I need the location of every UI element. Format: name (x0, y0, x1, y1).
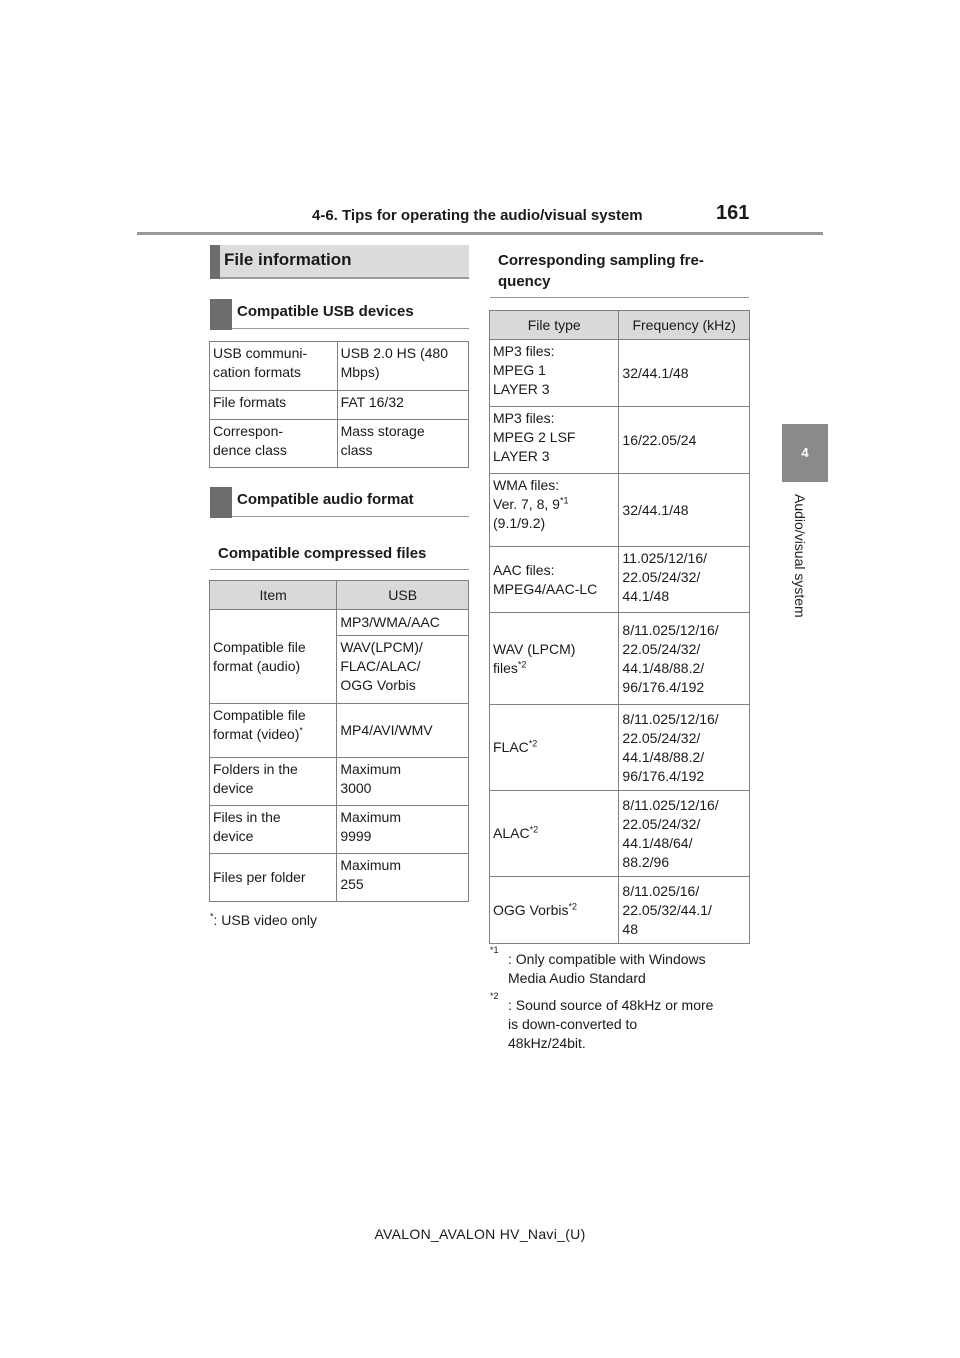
table-cell: Mass storage class (337, 420, 468, 468)
table-cell (210, 704, 337, 758)
table-cell: Correspon- dence class (210, 420, 338, 468)
heading-text: Compatible compressed files (218, 545, 427, 562)
table-cell: USB 2.0 HS (480 Mbps) (337, 342, 468, 391)
column-header-usb: USB (337, 581, 469, 610)
table-row (210, 420, 469, 468)
cell-text: Compatible file format (video) (213, 707, 306, 742)
table-cell: USB communi- cation formats (210, 342, 338, 391)
heading-bar (210, 487, 232, 518)
heading-text: Compatible USB devices (237, 303, 414, 320)
heading-file-information (210, 245, 469, 279)
footnote-mark: * (299, 725, 303, 736)
table-cell: 8/11.025/16/ 22.05/32/44.1/ 48 (619, 877, 750, 944)
footnote-mark: *2 (568, 900, 577, 911)
footnote-mark: *2 (528, 738, 538, 749)
footer-doc-id: AVALON_AVALON HV_Navi_(U) (374, 1226, 586, 1242)
footnote-mark: *2 (529, 824, 539, 835)
footnote-mark: *1 (559, 495, 569, 506)
footnote-mark: * (210, 911, 214, 922)
table-cell (490, 705, 619, 791)
table-row (210, 806, 469, 854)
heading-bar (210, 245, 220, 279)
table-cell: Files per folder (210, 854, 337, 902)
table-row (490, 877, 750, 944)
heading-audio-format (210, 487, 469, 517)
usb-devices-table (209, 341, 469, 468)
table-cell: 8/11.025/12/16/ 22.05/24/32/ 44.1/48/64/ 88.2/96 (619, 791, 750, 877)
table-cell: Maximum 9999 (337, 806, 469, 854)
heading-text: Corresponding sampling fre- quency (498, 252, 704, 290)
table-cell (490, 340, 619, 407)
table-header-row (210, 581, 469, 610)
cell-text: ALAC (493, 825, 530, 841)
table-row (210, 854, 469, 902)
chapter-label: Audio/visual system (792, 494, 808, 618)
table-cell: File formats (210, 391, 338, 420)
table-cell: 16/22.05/24 (619, 407, 750, 474)
table-cell: Maximum 255 (337, 854, 469, 902)
chapter-tab (782, 424, 828, 482)
heading-bar (210, 299, 232, 330)
table-cell (490, 613, 619, 705)
column-header-item: Item (210, 581, 337, 610)
table-row (490, 791, 750, 877)
heading-text: Compatible audio format (237, 491, 414, 508)
heading-text: File information (224, 250, 352, 269)
table-cell: 8/11.025/12/16/ 22.05/24/32/ 44.1/48/88.2/ 96/176.4/192 (619, 705, 750, 791)
table-row (490, 340, 750, 407)
table-row (210, 704, 469, 758)
table-row (490, 705, 750, 791)
footnote-text: : Sound source of 48kHz or more is down-converted to 48kHz/24bit. (508, 997, 714, 1051)
audio-format-table (209, 580, 469, 902)
video-footnote (210, 911, 317, 930)
table-cell (490, 407, 619, 474)
table-row (490, 407, 750, 474)
table-row (210, 342, 469, 391)
table-cell: 11.025/12/16/ 22.05/24/32/ 44.1/48 (619, 547, 750, 613)
table-cell: MP3/WMA/AAC (337, 610, 469, 636)
footnote-mark: *2 (517, 658, 527, 669)
table-cell (490, 474, 619, 547)
table-cell: WAV(LPCM)/ FLAC/ALAC/ OGG Vorbis (337, 636, 469, 704)
table-cell (490, 877, 619, 944)
footnote-text: : USB video only (213, 912, 318, 928)
footnote-text: : Only compatible with Windows Media Audio Standard (508, 951, 706, 986)
heading-usb-devices (210, 299, 469, 329)
table-cell: FAT 16/32 (337, 391, 468, 420)
table-cell (490, 791, 619, 877)
footnote-1: *1 : Only compatible with Windows Media Audio Standard (490, 950, 750, 988)
cell-text: MP3 files: MPEG 2 LSF LAYER 3 (493, 410, 576, 464)
table-cell: Maximum 3000 (337, 758, 469, 806)
page-number: 161 (716, 202, 750, 224)
table-row (490, 547, 750, 613)
footnote-2: *2 : Sound source of 48kHz or more is down-converted to 48kHz/24bit. (490, 996, 750, 1053)
table-cell: MP4/AVI/WMV (337, 704, 469, 758)
table-row (490, 474, 750, 547)
table-cell: Folders in the device (210, 758, 337, 806)
section-title: 4-6. Tips for operating the audio/visual system (312, 207, 643, 224)
cell-text: OGG Vorbis (493, 901, 569, 918)
sampling-frequency-table (489, 310, 750, 944)
cell-text: MP3 files: MPEG 1 LAYER 3 (493, 343, 555, 397)
cell-text: (9.1/9.2) (493, 515, 546, 531)
heading-sampling-frequency (490, 246, 749, 298)
table-row (210, 610, 469, 636)
table-cell: Compatible file format (audio) (210, 610, 337, 704)
table-cell: 8/11.025/12/16/ 22.05/24/32/ 44.1/48/88.2/ 96/176.4/192 (619, 613, 750, 705)
cell-text: WAV (LPCM) files (493, 640, 576, 676)
cell-text: FLAC (493, 739, 529, 755)
cell-text: AAC files: MPEG4/AAC-LC (493, 561, 598, 597)
table-cell: 32/44.1/48 (619, 474, 750, 547)
table-row (490, 613, 750, 705)
table-cell: Files in the device (210, 806, 337, 854)
table-cell (490, 547, 619, 613)
chapter-number: 4 (801, 445, 809, 460)
header-rule (137, 232, 823, 235)
table-cell: 32/44.1/48 (619, 340, 750, 407)
column-header-frequency: Frequency (kHz) (619, 311, 750, 340)
cell-text: WMA files: Ver. 7, 8, 9 (493, 477, 560, 512)
table-row (210, 391, 469, 420)
table-header-row (490, 311, 750, 340)
heading-compressed-files (210, 539, 469, 570)
column-header-file-type: File type (490, 311, 619, 340)
table-row (210, 758, 469, 806)
